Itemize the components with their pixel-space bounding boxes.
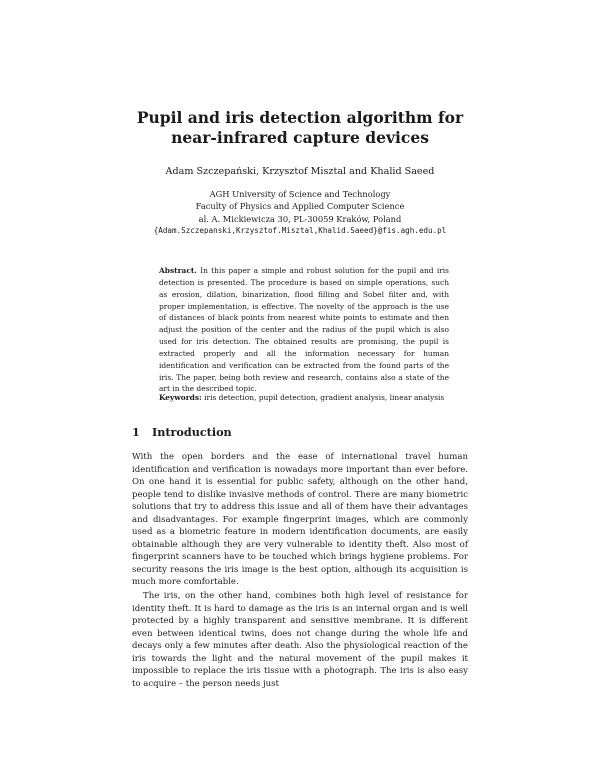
affiliation-faculty: Faculty of Physics and Applied Computer Science	[195, 201, 405, 212]
section-heading	[132, 425, 232, 439]
affiliation-university: AGH University of Science and Technology	[209, 189, 391, 199]
affiliation-block	[0, 188, 600, 238]
intro-paragraph-1: With the open borders and the ease of international travel human identification and verification is nowadays more important than ever before. On one hand it is essential for public safety, although on the other hand, people tend to dislike invasive methods of control. There are many biometric solutions that try to address this issue and all of them have their advantages and disadvantages. For example fingerprint images, which are commonly used as a biometric feature in modern identification documents, are easily obtainable although they are very vulnerable to identity theft. Also most of fingerprint scanners have to be touched which brings hygiene problems. For security reasons the iris image is the best option, although its acquisition is much more comfortable.	[132, 452, 468, 588]
keywords-label: Keywords:	[159, 393, 202, 402]
abstract	[159, 265, 449, 395]
keywords	[159, 392, 479, 404]
paper-title-line-2: near-infrared capture devices	[171, 128, 429, 147]
paper-title	[0, 108, 600, 148]
intro-paragraph-2: The iris, on the other hand, combines both high level of resistance for identity theft. It is hard to damage as the iris is an internal organ and is well protected by a highly transparent and sensitive membrane. It is different even between identical twins, does not change during the whole life and decays only a few minutes after death. Also the physiological reaction of the iris towards the light and the natural movement of the pupil makes it impossible to replace the iris tissue with a photograph. The iris is also easy to acquire – the person needs just	[132, 591, 468, 689]
section-number: 1	[132, 425, 140, 439]
abstract-text: In this paper a simple and robust solution for the pupil and iris detection is presented. The procedure is based on simple operations, such as erosion, dilation, binarization, flood filling and Sobel filter and, with proper implementation, is effective. The novelty of the approach is the use of distances of black points from nearest white points to estimate and then adjust the position of the center and the radius of the pupil which is also used for iris detection. The obtained results are promising, the pupil is extracted properly and all the information necessary for human identification and verification can be extracted from the found parts of the iris. The paper, being both review and research, contains also a state of the art in the described topic.	[159, 266, 449, 394]
keywords-text: iris detection, pupil detection, gradient analysis, linear analysis	[204, 393, 445, 402]
abstract-label: Abstract.	[159, 266, 197, 275]
section-title: Introduction	[152, 425, 232, 439]
affiliation-emails: {Adam.Szczepanski,Krzysztof.Misztal,Khalid.Saeed}@fis.agh.edu.pl	[153, 226, 447, 236]
paper-title-line-1: Pupil and iris detection algorithm for	[136, 108, 464, 127]
affiliation-address: al. A. Mickiewicza 30, PL-30059 Kraków, Poland	[198, 213, 402, 224]
author-list: Adam Szczepański, Krzysztof Misztal and Khalid Saeed	[165, 166, 435, 177]
